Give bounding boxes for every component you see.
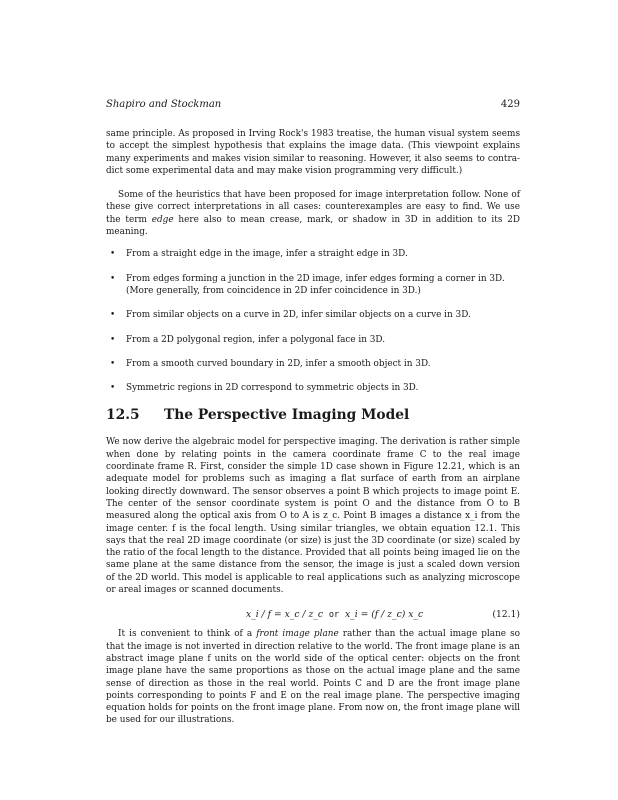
paragraph-intro <box>106 128 520 177</box>
paragraph-heuristics <box>106 189 520 238</box>
bullet-icon: • <box>110 249 116 260</box>
list-item: • From a 2D polygonal region, infer a polygonal face in 3D. <box>110 334 386 345</box>
text-line: these give correct interpretations in all cases: counterexamples are easy to find. We use the <box>106 202 520 225</box>
list-item: • From a smooth curved boundary in 2D, infer a smooth object in 3D. <box>110 358 431 369</box>
text-line: points corresponding to points F and E on the real image plane. The perspective imaging <box>106 690 520 701</box>
text-line: It is convenient to think of a <box>118 629 257 640</box>
running-head <box>106 96 520 114</box>
bullet-icon: • <box>110 358 116 369</box>
list-item: • From similar objects on a curve in 2D, infer similar objects on a curve in 3D. <box>110 310 471 321</box>
text-line: model for problems such as imaging a flat surface of earth from an airplane looking directly <box>106 474 520 497</box>
text-line: to accept the simplest hypothesis that explains the image data. (This viewpoint explains <box>106 141 520 152</box>
running-head-authors: Shapiro and Stockman <box>106 99 222 110</box>
equation-body <box>246 608 423 622</box>
list-item: • From a straight edge in the image, infer a straight edge in 3D. <box>110 249 408 260</box>
text-line: Some of the heuristics that have been proposed for image interpretation follow. None of <box>118 190 520 201</box>
section-number: 12.5 <box>106 407 140 424</box>
text-line: equation holds for points on the front image plane. From now on, the front image plane will <box>106 703 520 714</box>
text-line: This model is applicable to real applications such as analyzing microscope or areal images <box>106 572 520 596</box>
text-line: image plane have the same proportions as those on the actual image plane and the same <box>106 666 520 677</box>
text-line: focal length to the distance. Provided that all points being imaged lie on the same plane at <box>106 548 520 571</box>
text-line: many experiments and makes vision similar to reasoning. However, it also seems to contra- <box>106 153 520 164</box>
book-page <box>106 96 520 727</box>
page-number: 429 <box>500 99 520 110</box>
list-item: • Symmetric regions in 2D correspond to symmetric objects in 3D. <box>110 383 419 394</box>
text-line: sense of direction as those in the real world. Points C and D are the front image plane <box>106 678 520 689</box>
text-line: the sensor coordinate system is point O and the distance from O to B measured along the <box>106 498 521 522</box>
text-line: term <box>125 214 152 225</box>
paragraph-front-image-plane <box>106 628 520 726</box>
text-line: the focal length. Using similar triangles, we obtain equation 12.1. This says that the real <box>106 523 520 546</box>
text-line: or scanned documents. <box>179 585 284 596</box>
emphasis-edge: edge <box>151 214 174 225</box>
text-line: here also to mean crease, mark, or shadow in 3D in addition to its 2D meaning. <box>106 214 520 238</box>
emphasis-front-image-plane: front image plane <box>256 629 339 640</box>
text-line: same principle. As proposed in Irving Rock's 1983 treatise, the human visual system seems <box>106 129 520 139</box>
text-line: when done by relating points in the camera coordinate frame C to the real image coordinate <box>106 449 520 473</box>
text-line: We now derive the algebraic model for perspective imaging. The derivation is rather simple <box>106 437 520 448</box>
text-line: that the image is not inverted in direction relative to the world. The front image plane is <box>106 641 507 652</box>
equation-conjunction: or <box>328 610 340 621</box>
paragraph-model <box>106 436 520 596</box>
list-item: • From edges forming a junction in the 2D image, infer edges forming a corner in 3D. (More generally, from coincidence in 2D infer coincidence in 3D.) <box>110 273 505 296</box>
text-line: the same distance from the sensor, the image is just a scaled down version of the 2D world. <box>106 560 520 583</box>
section-heading <box>106 406 520 424</box>
text-line: optical axis from O to A is z_c. Point B images a distance x_i from the image center. f is <box>106 511 521 534</box>
bullet-icon: • <box>110 273 116 284</box>
text-line: an abstract image plane f units on the world side of the optical center: objects on the front <box>106 641 520 664</box>
text-line: downward. The sensor observes a point B which projects to image point E. The center of <box>106 486 520 509</box>
equation-12-1 <box>106 608 520 622</box>
bullet-icon: • <box>110 310 116 321</box>
text-line: 2D image coordinate (or size) is just the 3D coordinate (or size) scaled by the ratio of the <box>106 535 520 559</box>
bullet-icon: • <box>110 383 116 394</box>
section-title: The Perspective Imaging Model <box>164 407 410 424</box>
text-line: dict some experimental data and may make vision programming very difficult.) <box>106 165 463 176</box>
equation-right: x_i = (f / z_c) x_c <box>344 609 424 621</box>
text-line: rather than the actual image plane so <box>338 629 520 640</box>
heuristics-list <box>106 248 520 394</box>
text-line: be used for our illustrations. <box>106 715 235 726</box>
equation-number: (12.1) <box>492 609 520 621</box>
bullet-icon: • <box>110 334 116 345</box>
text-line: frame R. First, consider the simple 1D case shown in Figure 12.21, which is an adequate <box>106 462 520 485</box>
equation-left: x_i / f = x_c / z_c <box>246 609 324 621</box>
